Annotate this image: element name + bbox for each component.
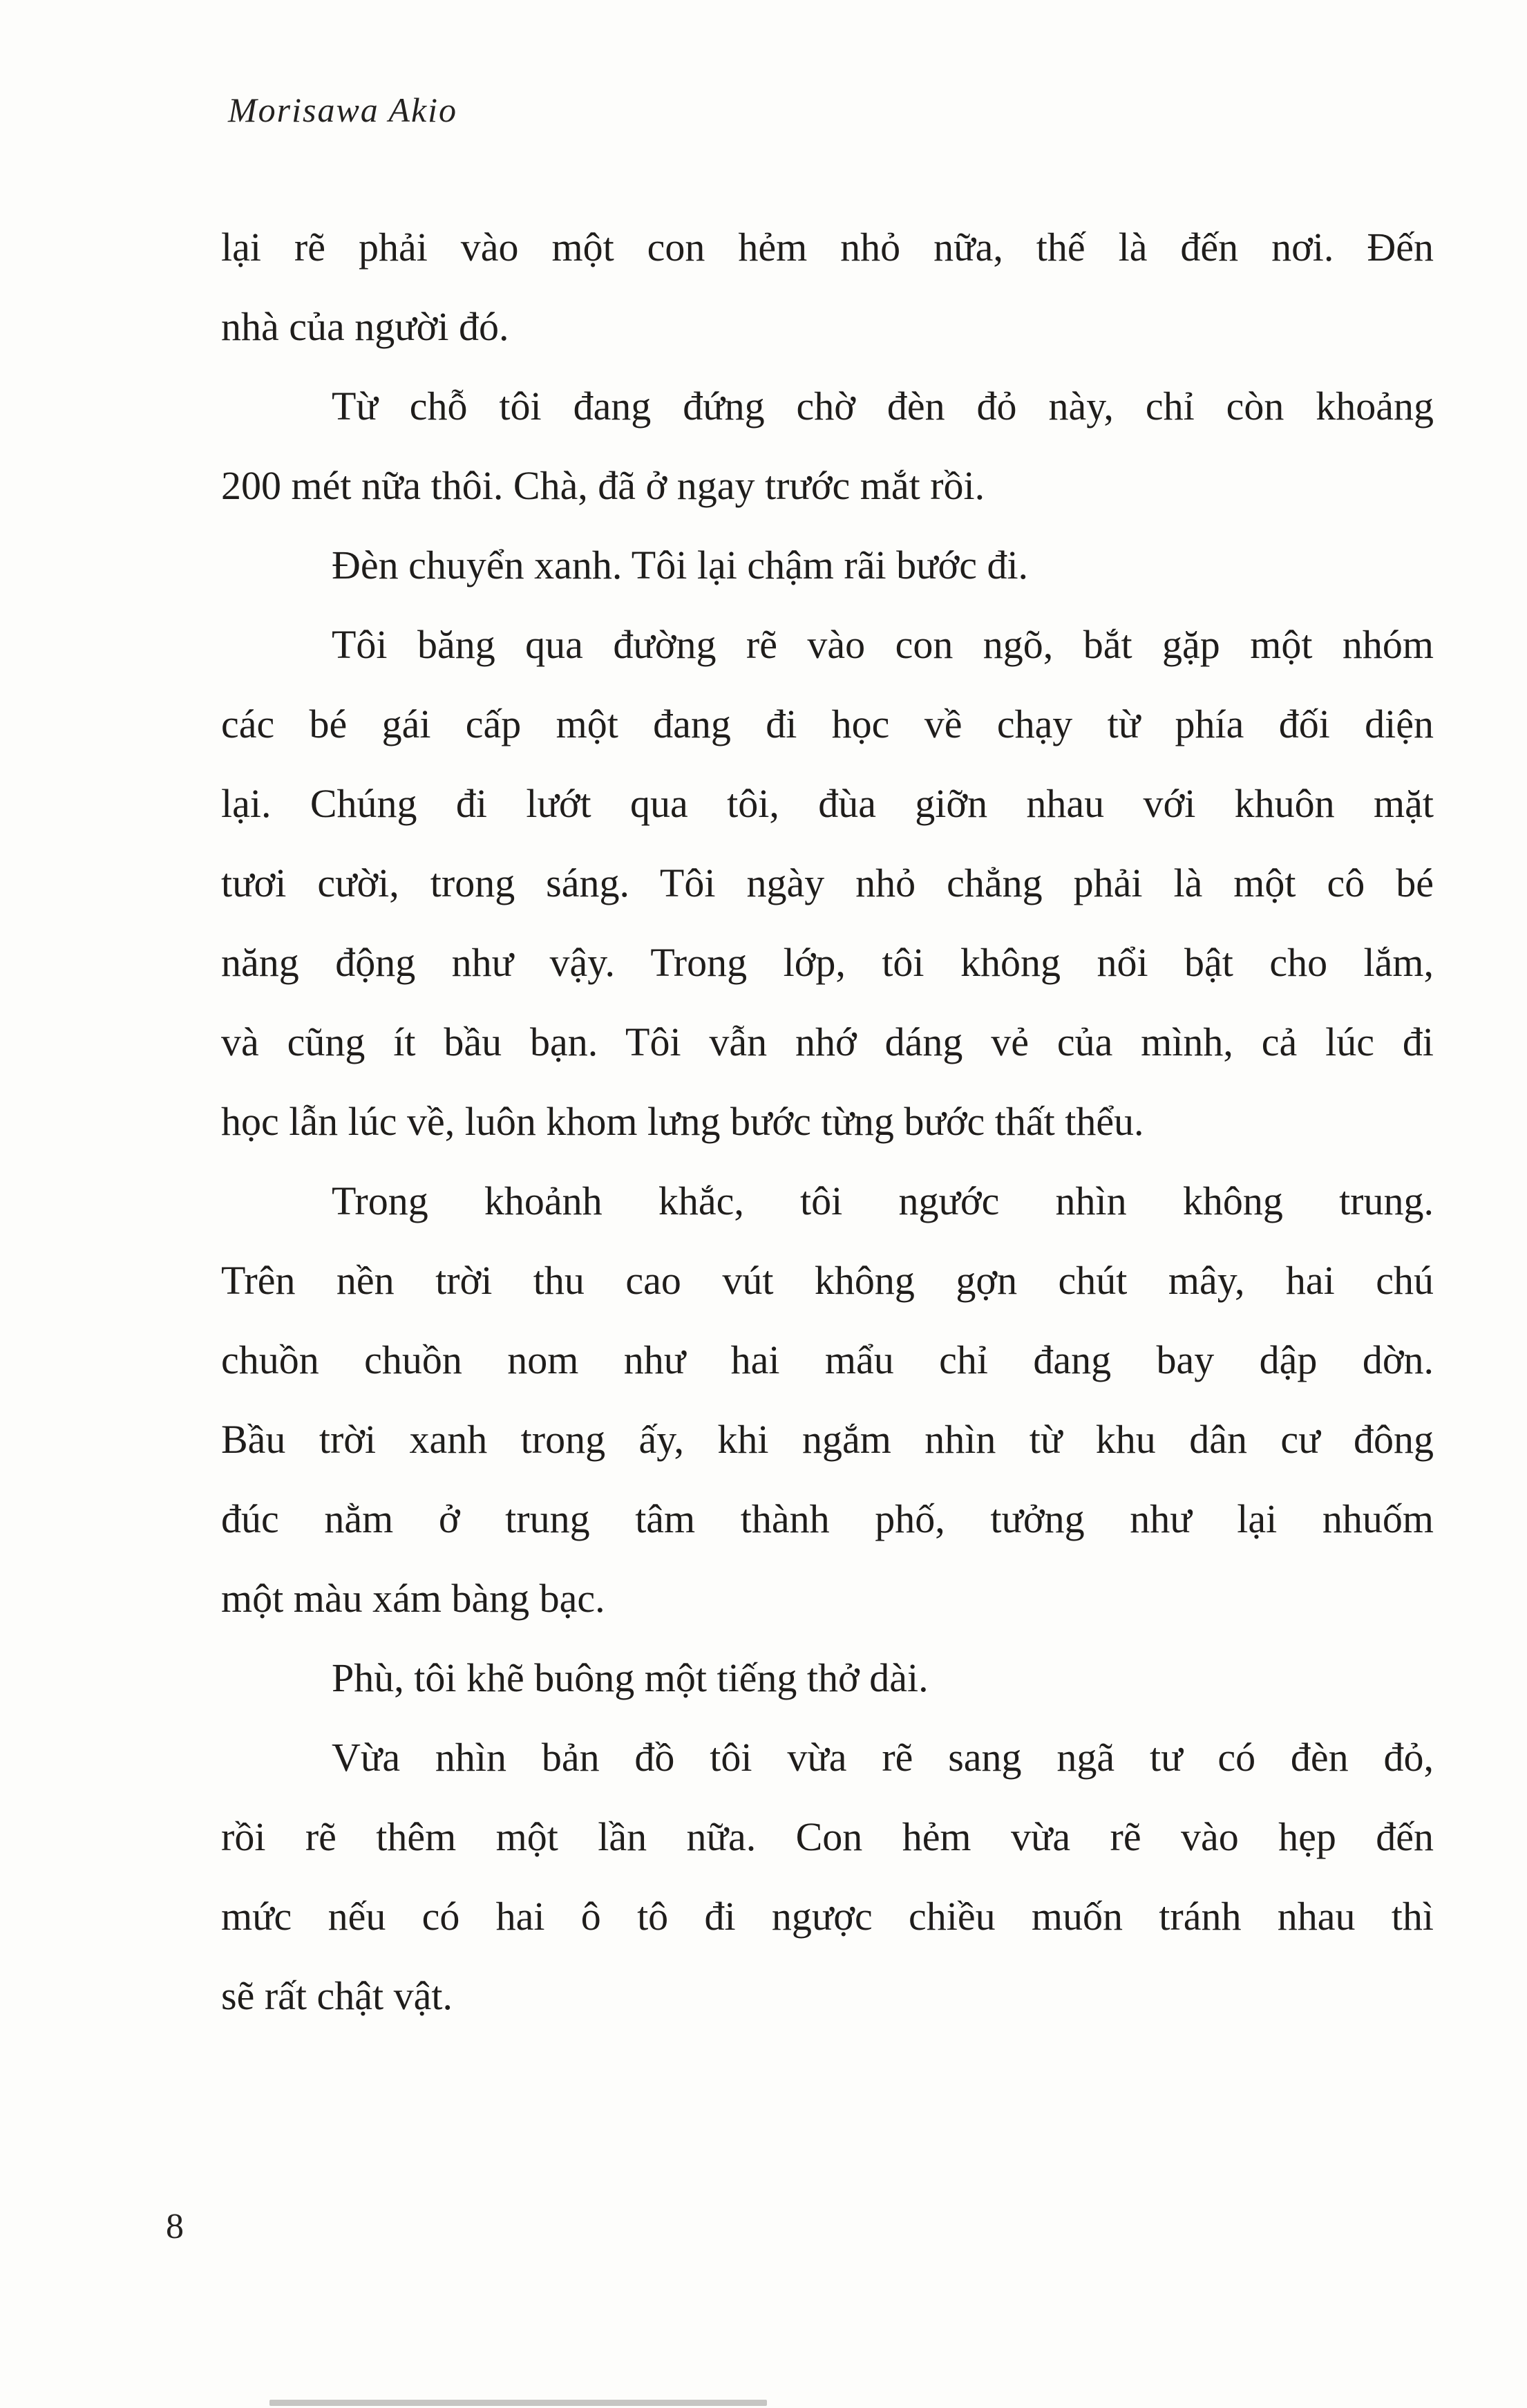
body-text <box>221 207 1434 2035</box>
text-line: Đèn chuyển xanh. Tôi lại chậm rãi bước đi. <box>332 543 1029 587</box>
text-line: mức nếu có hai ô tô đi ngược chiều muốn tránh nhau thì <box>221 1894 1434 1939</box>
text-line: lại. Chúng đi lướt qua tôi, đùa giỡn nhau với khuôn mặt <box>221 781 1434 826</box>
text-line: chuồn chuồn nom như hai mẩu chỉ đang bay dập dờn. <box>221 1337 1434 1382</box>
text-line: một màu xám bàng bạc. <box>221 1576 605 1621</box>
text-line: Vừa nhìn bản đồ tôi vừa rẽ sang ngã tư có đèn đỏ, <box>332 1735 1434 1780</box>
text-line: Phù, tôi khẽ buông một tiếng thở dài. <box>332 1655 929 1700</box>
text-line: và cũng ít bầu bạn. Tôi vẫn nhớ dáng vẻ của mình, cả lúc đi <box>221 1019 1434 1064</box>
text-line: rồi rẽ thêm một lần nữa. Con hẻm vừa rẽ vào hẹp đến <box>221 1814 1434 1859</box>
text-line: Trong khoảnh khắc, tôi ngước nhìn không trung. <box>332 1178 1434 1223</box>
page-number: 8 <box>166 2207 184 2246</box>
text-line: các bé gái cấp một đang đi học về chạy từ phía đối diện <box>221 702 1434 746</box>
scan-edge-artifact <box>269 2400 767 2406</box>
text-line: đúc nằm ở trung tâm thành phố, tưởng như lại nhuốm <box>221 1496 1434 1541</box>
text-line: nhà của người đó. <box>221 304 509 349</box>
text-line: sẽ rất chật vật. <box>221 1973 453 2018</box>
text-line: Tôi băng qua đường rẽ vào con ngõ, bắt gặp một nhóm <box>332 622 1434 667</box>
text-line: Từ chỗ tôi đang đứng chờ đèn đỏ này, chỉ còn khoảng <box>332 384 1434 429</box>
text-line: tươi cười, trong sáng. Tôi ngày nhỏ chẳng phải là một cô bé <box>221 860 1434 905</box>
text-line: lại rẽ phải vào một con hẻm nhỏ nữa, thế là đến nơi. Đến <box>221 225 1434 270</box>
text-line: 200 mét nữa thôi. Chà, đã ở ngay trước mắt rồi. <box>221 463 985 508</box>
text-line: học lẫn lúc về, luôn khom lưng bước từng bước thất thểu. <box>221 1099 1144 1144</box>
running-header-author: Morisawa Akio <box>228 91 458 129</box>
text-line: Bầu trời xanh trong ấy, khi ngắm nhìn từ khu dân cư đông <box>221 1417 1434 1462</box>
text-line: năng động như vậy. Trong lớp, tôi không nổi bật cho lắm, <box>221 940 1434 985</box>
text-line: Trên nền trời thu cao vút không gợn chút mây, hai chú <box>221 1258 1434 1303</box>
